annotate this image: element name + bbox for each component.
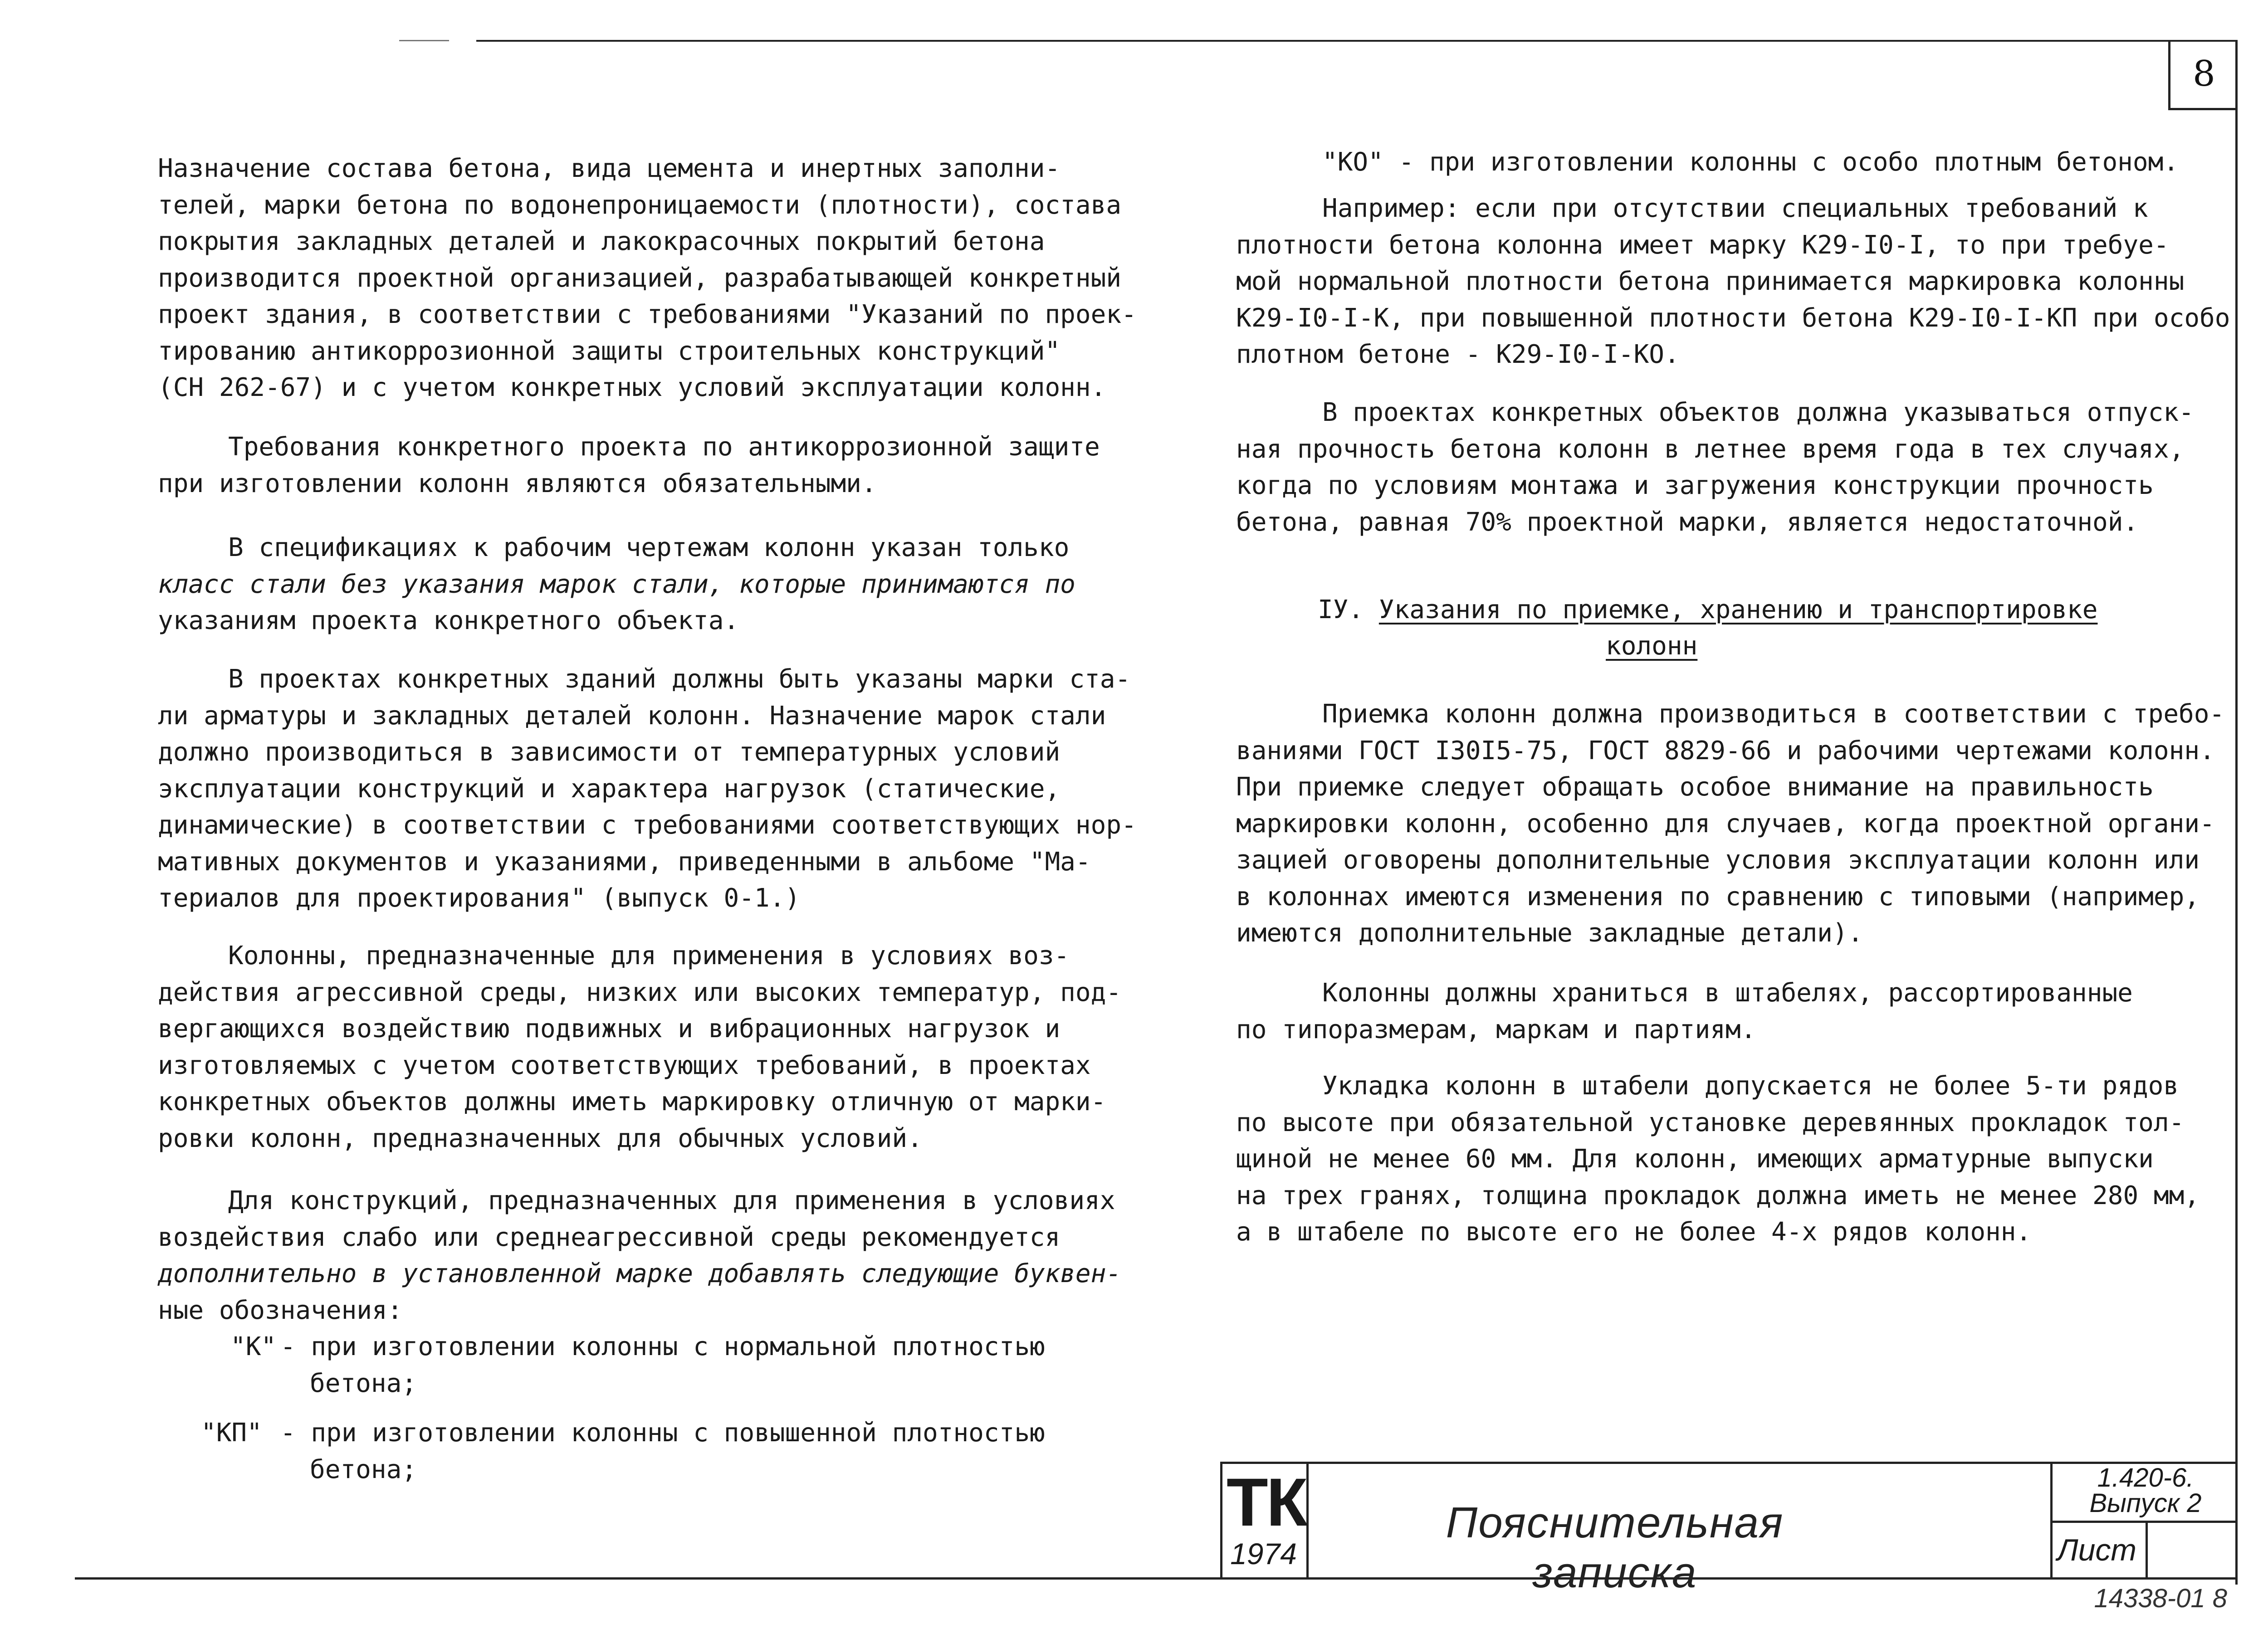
paragraph-letter-designations: Для конструкций, предназначенных для применения в условиях воздействия слабо или среднеагрессивной среды рекомендуется дополнительно в установленной марке добавлять следующие буквен- ные обозначения: — [158, 1186, 1122, 1325]
series-code: 1.420-6. Выпуск 2 — [2089, 1463, 2202, 1518]
page-number: 8 — [2168, 40, 2238, 110]
title-block-top-border — [1220, 1462, 2238, 1464]
paragraph-corrosion-requirements: Требования конкретного проекта по антикоррозионной защите при изготовлении колонн являются обязательными. — [158, 432, 1100, 498]
section-heading-iv: IУ. Указания по приемке, хранению и транспортировке — [1318, 595, 2098, 624]
organization-year: 1974 — [1230, 1537, 1297, 1571]
steel-class-italic-line: класс стали без указания марок стали, которые принимаются по — [158, 569, 1075, 599]
organization-mark: ТК — [1227, 1464, 1306, 1540]
paragraph-example: Например: если при отсутствии специальных требований к плотности бетона колонна имеет марку К29-I0-I, то при требуе- мой нормальной плотности бетона принимается маркировка колонны К29-I0-I-К, при повышенной плотности бетона К29-I0-I-КП при особо плотном бетоне - К29-I0-I-КО. — [1236, 194, 2230, 369]
frame-top-stub — [399, 40, 449, 41]
definition-ko: "КО" - при изготовлении колонны с особо плотным бетоном. — [1322, 147, 2179, 177]
definition-label-kp: "КП" — [201, 1418, 262, 1448]
title-block-divider-1 — [1306, 1462, 1309, 1580]
paragraph-release-strength: В проектах конкретных объектов должна указываться отпуск- ная прочность бетона колонн в летнее время года в тех случаях, когда по условиям монтажа и загружения конструкции прочность бетона, равная 70% проектной марки, является недостаточной. — [1236, 398, 2194, 537]
paragraph-acceptance: Приемка колонн должна производиться в соответствии с требо- ваниями ГОСТ I30I5-75, ГОСТ 8829-66 и рабочими чертежами колонн. При приемке следует обращать особое внимание на правильность маркировки колонн, особенно для случаев, когда проектной органи- зацией оговорены дополнительные условия эксплуатации колонн или в колоннах имеются изменения по сравнению с типовыми (например, имеются дополнительные закладные детали). — [1236, 699, 2225, 948]
paragraph-steel-class: В спецификациях к рабочим чертежам колонн указан только класс стали без указания марок стали, которые принимаются по указаниям проекта конкретного объекта. — [158, 533, 1075, 635]
definition-text-kp: - при изготовлении колонны с повышенной плотностью бетона; — [280, 1418, 1045, 1484]
document-number: 14338-01 8 — [2094, 1584, 2227, 1613]
paragraph-storage: Колонны должны храниться в штабелях, рассортированные по типоразмерам, маркам и партиям. — [1236, 978, 2133, 1044]
document-title: Пояснительная записка — [1446, 1498, 1784, 1597]
paragraph-concrete-composition: Назначение состава бетона, вида цемента и инертных заполни- телей, марки бетона по водонепроницаемости (плотности), состава покрытия закладных деталей и лакокрасочных покрытий бетона производится проектной организацией, разрабатывающей конкретный проект здания, в соответствии с требованиями "Указаний по проек- тированию антикоррозионной защиты строительных конструкций" (СН 262-67) и с учетом конкретных условий эксплуатации колонн. — [158, 154, 1137, 402]
title-block-divider-3 — [2050, 1521, 2238, 1523]
frame-top-line — [476, 40, 2237, 42]
paragraph-steel-grades: В проектах конкретных зданий должны быть указаны марки ста- ли арматуры и закладных деталей колонн. Назначение марок стали должно производиться в зависимости от температурных условий эксплуатации конструкций и характера нагрузок (статические, динамические) в соответствии с требованиями соответствующих нор- мативных документов и указаниями, приведенными в альбоме "Ма- териалов для проектирования" (выпуск 0-1.) — [158, 664, 1137, 913]
title-block — [1220, 1462, 2238, 1597]
title-block-divider-4 — [2146, 1521, 2148, 1580]
frame-right-line — [2235, 40, 2238, 1585]
section-heading-iv-line2: колонн — [1606, 631, 1698, 661]
paragraph-stacking: Укладка колонн в штабели допускается не более 5-ти рядов по высоте при обязательной установке деревянных прокладок тол- щиной не менее 60 мм. Для колонн, имеющих арматурные выпуски на трех гранях, толщина прокладок должна иметь не менее 280 мм, а в штабеле по высоте его не более 4-х рядов колонн. — [1236, 1071, 2200, 1247]
definition-label-k: "К" — [230, 1332, 277, 1361]
title-block-left-border — [1220, 1462, 1222, 1580]
definition-text-k: - при изготовлении колонны с нормальной плотностью бетона; — [280, 1332, 1045, 1398]
paragraph-aggressive-environment: Колонны, предназначенные для применения в условиях воз- действия агрессивной среды, низких или высоких температур, под- вергающихся воздействию подвижных и вибрационных нагрузок и изготовляемых с учетом соответствующих требований, в проектах конкретных объектов должны иметь маркировку отличную от марки- ровки колонн, предназначенных для обычных условий. — [158, 941, 1122, 1153]
sheet-label: Лист — [2057, 1533, 2137, 1567]
